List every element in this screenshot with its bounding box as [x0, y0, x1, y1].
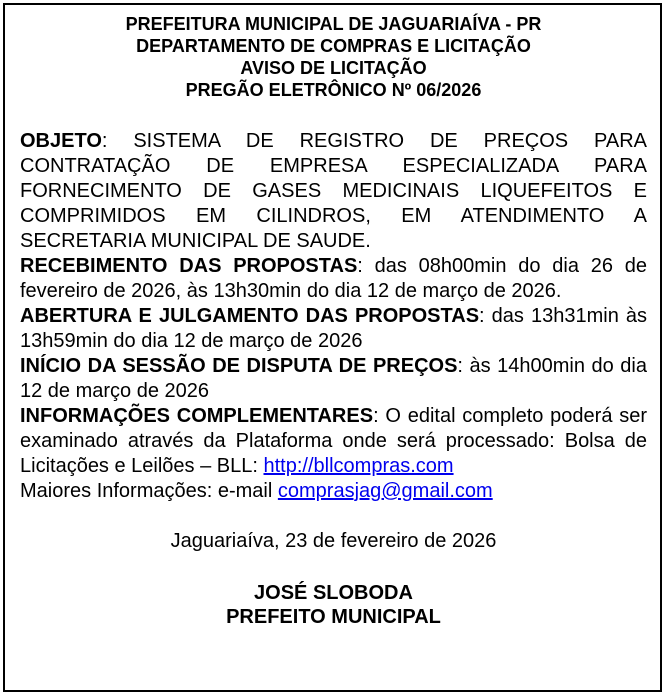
abertura-label: ABERTURA E JULGAMENTO DAS PROPOSTAS	[20, 305, 480, 327]
header-auction-number: PREGÃO ELETRÔNICO Nº 06/2026	[185, 80, 482, 100]
document-border-frame	[3, 3, 662, 692]
header-department: DEPARTAMENTO DE COMPRAS E LICITAÇÃO	[136, 36, 531, 56]
informacoes-text: : O edital completo poderá ser examinado através da Plataforma onde será processado: Bolsa de Licitações e Leilões – BLL:	[20, 405, 647, 477]
recebimento-text: : das 08h00min do dia 26 de fevereiro de 2026, às 13h30min do dia 12 de março de 2026.	[20, 255, 647, 302]
objeto-label: OBJETO	[20, 130, 102, 152]
email-link[interactable]: comprasjag@gmail.com	[277, 480, 493, 502]
paragraph-maiores-informacoes	[20, 479, 647, 504]
maiores-text: Maiores Informações: e-mail	[20, 480, 278, 502]
bll-platform-link[interactable]: http://bllcompras.com	[263, 455, 454, 477]
recebimento-label: RECEBIMENTO DAS PROPOSTAS	[20, 255, 358, 277]
document-body	[20, 129, 647, 504]
signatory-name: JOSÉ SLOBODA	[254, 582, 413, 604]
signature-block	[20, 581, 647, 629]
signatory-title: PREFEITO MUNICIPAL	[226, 606, 441, 628]
inicio-label: INÍCIO DA SESSÃO DE DISPUTA DE PREÇOS	[20, 355, 458, 377]
header-notice-type: AVISO DE LICITAÇÃO	[240, 58, 427, 78]
paragraph-objeto	[20, 129, 647, 254]
paragraph-informacoes-complementares	[20, 404, 647, 479]
paragraph-inicio-disputa	[20, 354, 647, 404]
document-header	[20, 13, 647, 101]
paragraph-abertura-julgamento	[20, 304, 647, 354]
abertura-text: : das 13h31min às 13h59min do dia 12 de março de 2026	[20, 305, 648, 352]
paragraph-recebimento-propostas	[20, 254, 647, 304]
date-line: Jaguariaíva, 23 de fevereiro de 2026	[170, 530, 497, 552]
objeto-text: : SISTEMA DE REGISTRO DE PREÇOS PARA CONTRATAÇÃO DE EMPRESA ESPECIALIZADA PARA FORNECIMENTO DE GASES MEDICINAIS LIQUEFEITOS E COMPRIMIDOS EM CILINDROS, EM ATENDIMENTO A SECRETARIA MUNICIPAL DE SAUDE.	[20, 130, 647, 252]
informacoes-label: INFORMAÇÕES COMPLEMENTARES	[20, 405, 374, 427]
inicio-text: : às 14h00min do dia 12 de março de 2026	[20, 355, 647, 402]
header-org-name: PREFEITURA MUNICIPAL DE JAGUARIAÍVA - PR	[125, 14, 542, 34]
